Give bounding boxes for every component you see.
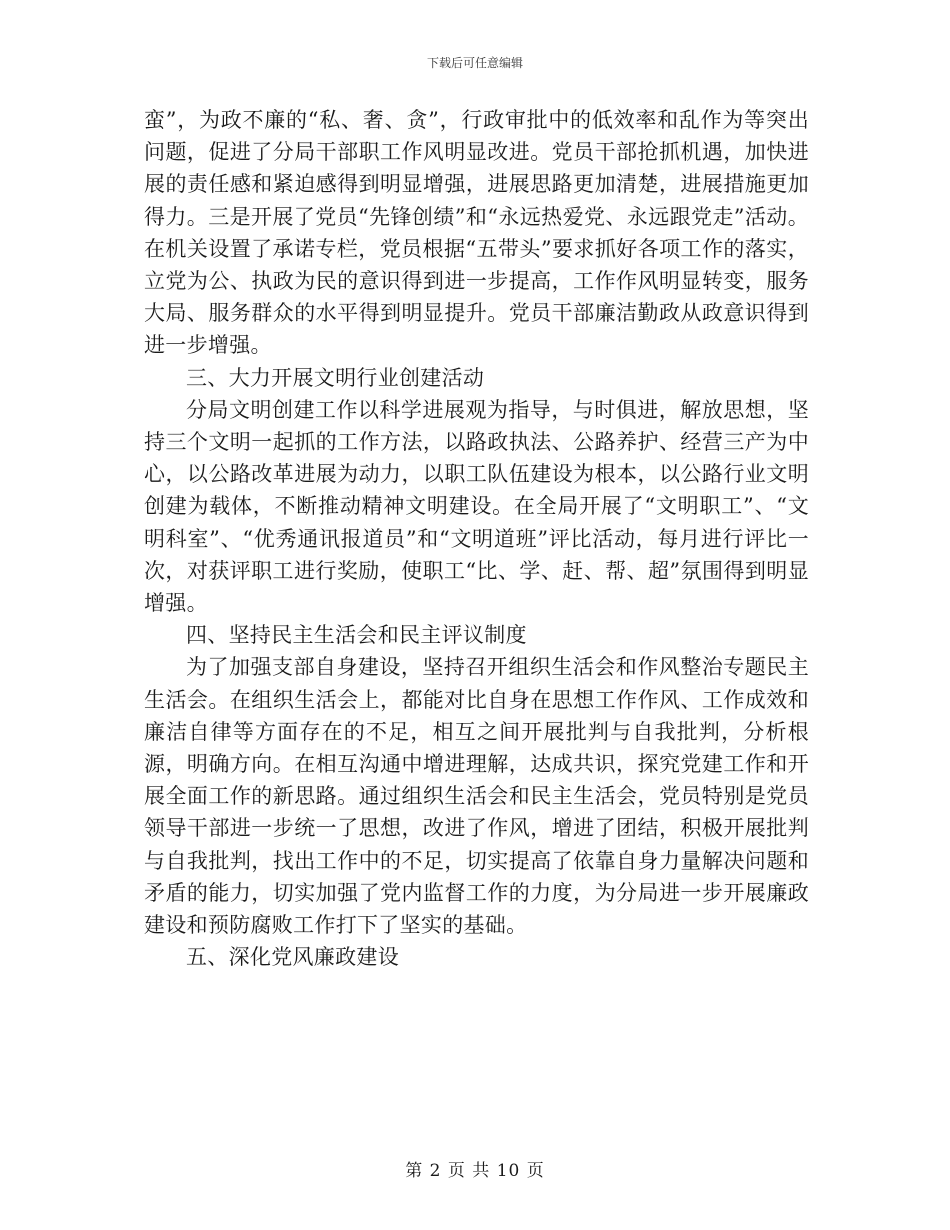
page-header: 下载后可任意编辑 [426,56,523,70]
paragraph-civilization: 分局文明创建工作以科学进展观为指导，与时俱进，解放思想，坚持三个文明一起抓的工作方法，以路政执法、公路养护、经营三产为中心，以公路改革进展为动力，以职工队伍建设为根本，以公路行业文明创建为载体，不断推动精神文明建设。在全局开展了“文明职工”、“文明科室”、“优秀通讯报道员”和“文明道班”评比活动，每月进行评比一次，对获评职工进行奖励，使职工“比、学、赶、帮、超”氛围得到明显增强。 [144,397,809,616]
paragraph-democracy: 为了加强支部自身建设，坚持召开组织生活会和作风整治专题民主生活会。在组织生活会上，都能对比自身在思想工作作风、工作成效和廉洁自律等方面存在的不足，相互之间开展批判与自我批判，分析根源，明确方向。在相互沟通中增进理解，达成共识，探究党建工作和开展全面工作的新思路。通过组织生活会和民主生活会，党员特别是党员领导干部进一步统一了思想，改进了作风，增进了团结，积极开展批判与自我批判，找出工作中的不足，切实提高了依靠自身力量解决问题和矛盾的能力，切实加强了党内监督工作的力度，为分局进一步开展廉政建设和预防腐败工作打下了坚实的基础。 [144,655,809,938]
section-heading-5: 五、深化党风廉政建设 [186,945,399,970]
document-body [144,104,809,973]
paragraph-continuation: 蛮”，为政不廉的“私、奢、贪”，行政审批中的低效率和乱作为等突出问题，促进了分局干部职工作风明显改进。党员干部抢抓机遇，加快进展的责任感和紧迫感得到明显增强，进展思路更加清楚，进展措施更加得力。三是开展了党员“先锋创绩”和“永远热爱党、永远跟党走”活动。在机关设置了承诺专栏，党员根据“五带头”要求抓好各项工作的落实，立党为公、执政为民的意识得到进一步提高，工作作风明显转变，服务大局、服务群众的水平得到明显提升。党员干部廉洁勤政从政意识得到进一步增强。 [144,108,809,358]
page-number-footer: 第 2 页 共 10 页 [405,1161,545,1181]
section-heading-4: 四、坚持民主生活会和民主评议制度 [186,623,527,648]
section-heading-3: 三、大力开展文明行业创建活动 [186,365,485,390]
